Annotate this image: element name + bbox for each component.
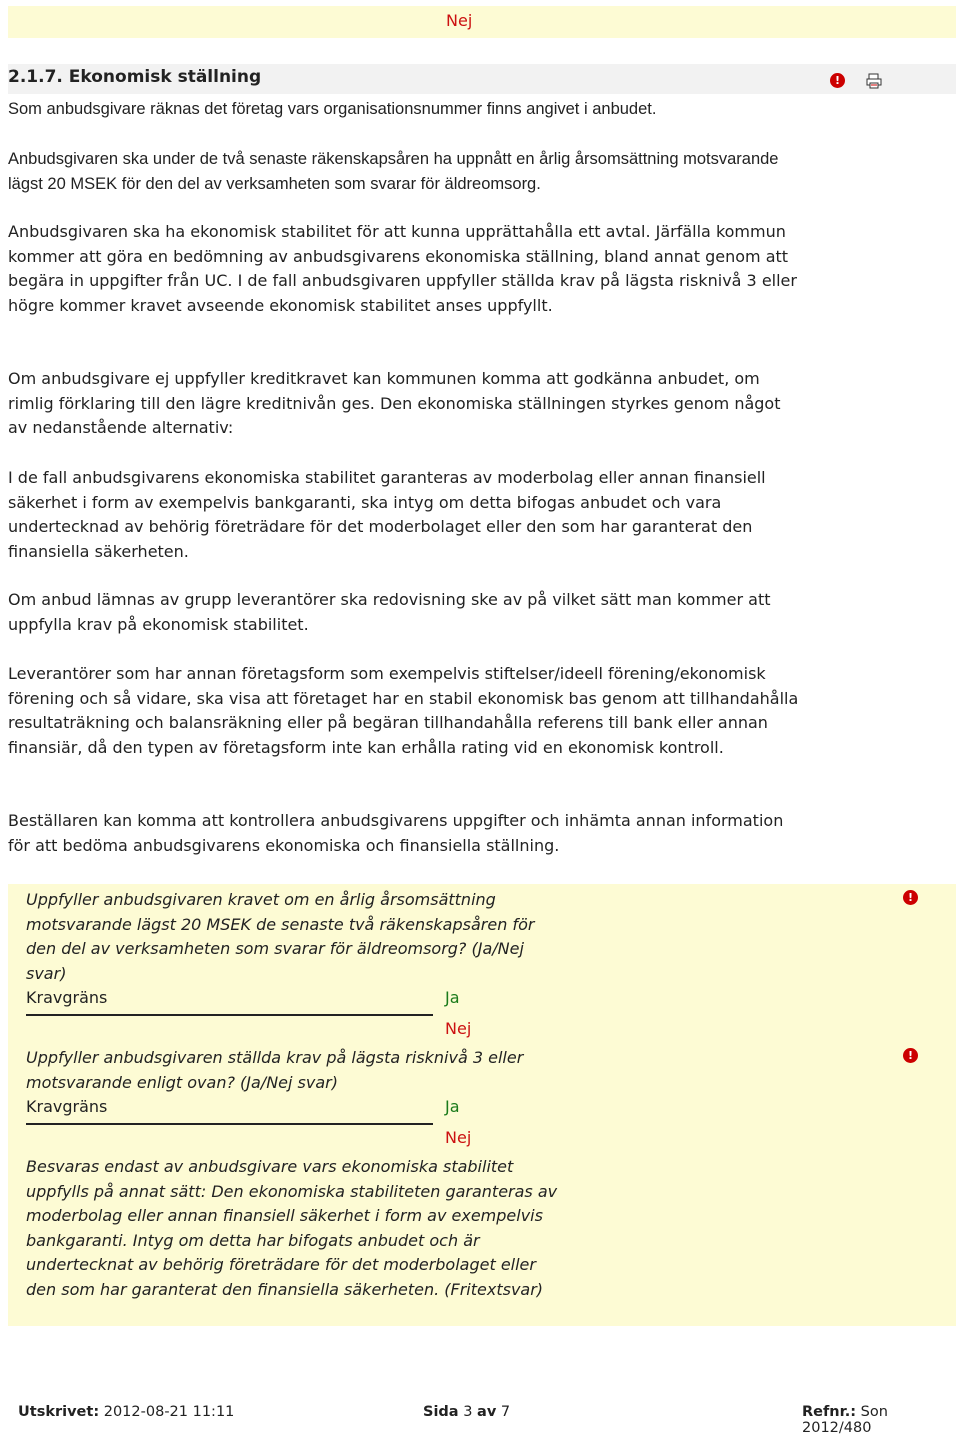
requirement-label: Kravgräns [26,988,108,1007]
question-alternative-stability: Besvaras endast av anbudsgivare vars ekonomiska stabilitet uppfylls på annat sätt: Den ekonomiska stabiliteten garanteras av moderbolag eller annan finansiell säkerhet i form av exempelvis bankgaranti. Intyg om detta har bifogats anbudet och är undertecknat av behörig företrädare för det moderbolaget eller den som har garanterat den finansiella säkerheten. (Fritextsvar) [26,1157,558,1299]
paragraph-stability-requirement: Anbudsgivaren ska ha ekonomisk stabilitet för att kunna upprättahålla ett avtal. Järfälla kommun kommer att göra en bedömning av anbudsgivarens ekonomiska ställning, bland annat genom att begära in uppgifter från UC. I de fall anbudsgivaren uppfyller ställda krav på lägsta risknivå 3 eller högre kommer kravet avseende ekonomisk stabilitet anses uppfyllt. [8,222,797,315]
footer-page-label: Sida [423,1404,459,1420]
questions-panel [8,884,956,1326]
footer-page-of: av [477,1404,497,1420]
footer-page [423,1404,510,1420]
question-turnover: Uppfyller anbudsgivaren kravet om en årlig årsomsättning motsvarande lägst 20 MSEK de senaste två räkenskapsåren för den del av verksamheten som svarar för äldreomsorg? (Ja/Nej svar) [26,890,535,983]
footer-page-current: 3 [463,1404,473,1420]
question-risk-level: Uppfyller anbudsgivaren ställda krav på lägsta risknivå 3 eller motsvarande enligt ovan? (Ja/Nej svar) [26,1048,524,1092]
paragraph-verification: Beställaren kan komma att kontrollera anbudsgivarens uppgifter och inhämta annan information för att bedöma anbudsgivarens ekonomiska och finansiella ställning. [8,811,784,855]
paragraph-guarantee: I de fall anbudsgivarens ekonomiska stabilitet garanteras av moderbolag eller annan finansiell säkerhet i form av exempelvis bankgaranti, ska intyg om detta bifogas anbudet och vara undertecknad av behörig företrädare för det moderbolaget eller den som har garanterat den finansiella säkerheten. [8,468,766,561]
requirement-underline [26,1014,433,1016]
paragraph-turnover-requirement: Anbudsgivaren ska under de två senaste räkenskapsåren ha uppnått en årlig årsomsättning motsvarande lägst 20 MSEK för den del av verksamheten som svarar för äldreomsorg. [8,150,779,193]
alert-icon[interactable]: ! [830,73,845,88]
required-value: Ja [445,988,460,1007]
footer-printed-value: 2012-08-21 11:11 [103,1404,235,1420]
alert-icon[interactable]: ! [903,890,918,905]
answer-value: Nej [445,1019,472,1038]
footer-ref-value: Son 2012/480 [802,1404,888,1436]
paragraph-credit-exception: Om anbudsgivare ej uppfyller kreditkravet kan kommunen komma att godkänna anbudet, om rimlig förklaring till den lägre kreditnivån ges. Den ekonomiska ställningen styrkes genom något av nedanstående alternativ: [8,369,781,437]
previous-answer-strip [8,6,956,38]
requirement-underline [26,1123,433,1125]
footer-ref-label: Refnr.: [802,1404,857,1420]
print-icon[interactable] [866,73,882,89]
paragraph-other-company-forms: Leverantörer som har annan företagsform som exempelvis stiftelser/ideell förening/ekonomisk förening och så vidare, ska visa att företaget har en stabil ekonomisk bas genom att tillhandahålla resultaträkning och balansräkning eller på begäran tillhandahålla referens till bank eller annan finansiär, då den typen av företagsform inte kan erhålla rating vid en ekonomisk kontroll. [8,664,799,757]
answer-value: Nej [445,1128,472,1147]
footer-reference [802,1404,960,1436]
section-heading: 2.1.7. Ekonomisk ställning [8,67,262,87]
paragraph-bidder-definition: Som anbudsgivare räknas det företag vars organisationsnummer finns angivet i anbudet. [8,100,657,118]
footer-printed [18,1404,234,1420]
footer-page-total: 7 [500,1404,511,1420]
paragraph-supplier-group: Om anbud lämnas av grupp leverantörer ska redovisning ske av på vilket sätt man kommer att uppfylla krav på ekonomisk stabilitet. [8,590,771,634]
requirement-label: Kravgräns [26,1097,108,1116]
alert-icon[interactable]: ! [903,1048,918,1063]
required-value: Ja [445,1097,460,1116]
previous-answer: Nej [446,11,473,30]
footer-printed-label: Utskrivet: [18,1404,100,1420]
